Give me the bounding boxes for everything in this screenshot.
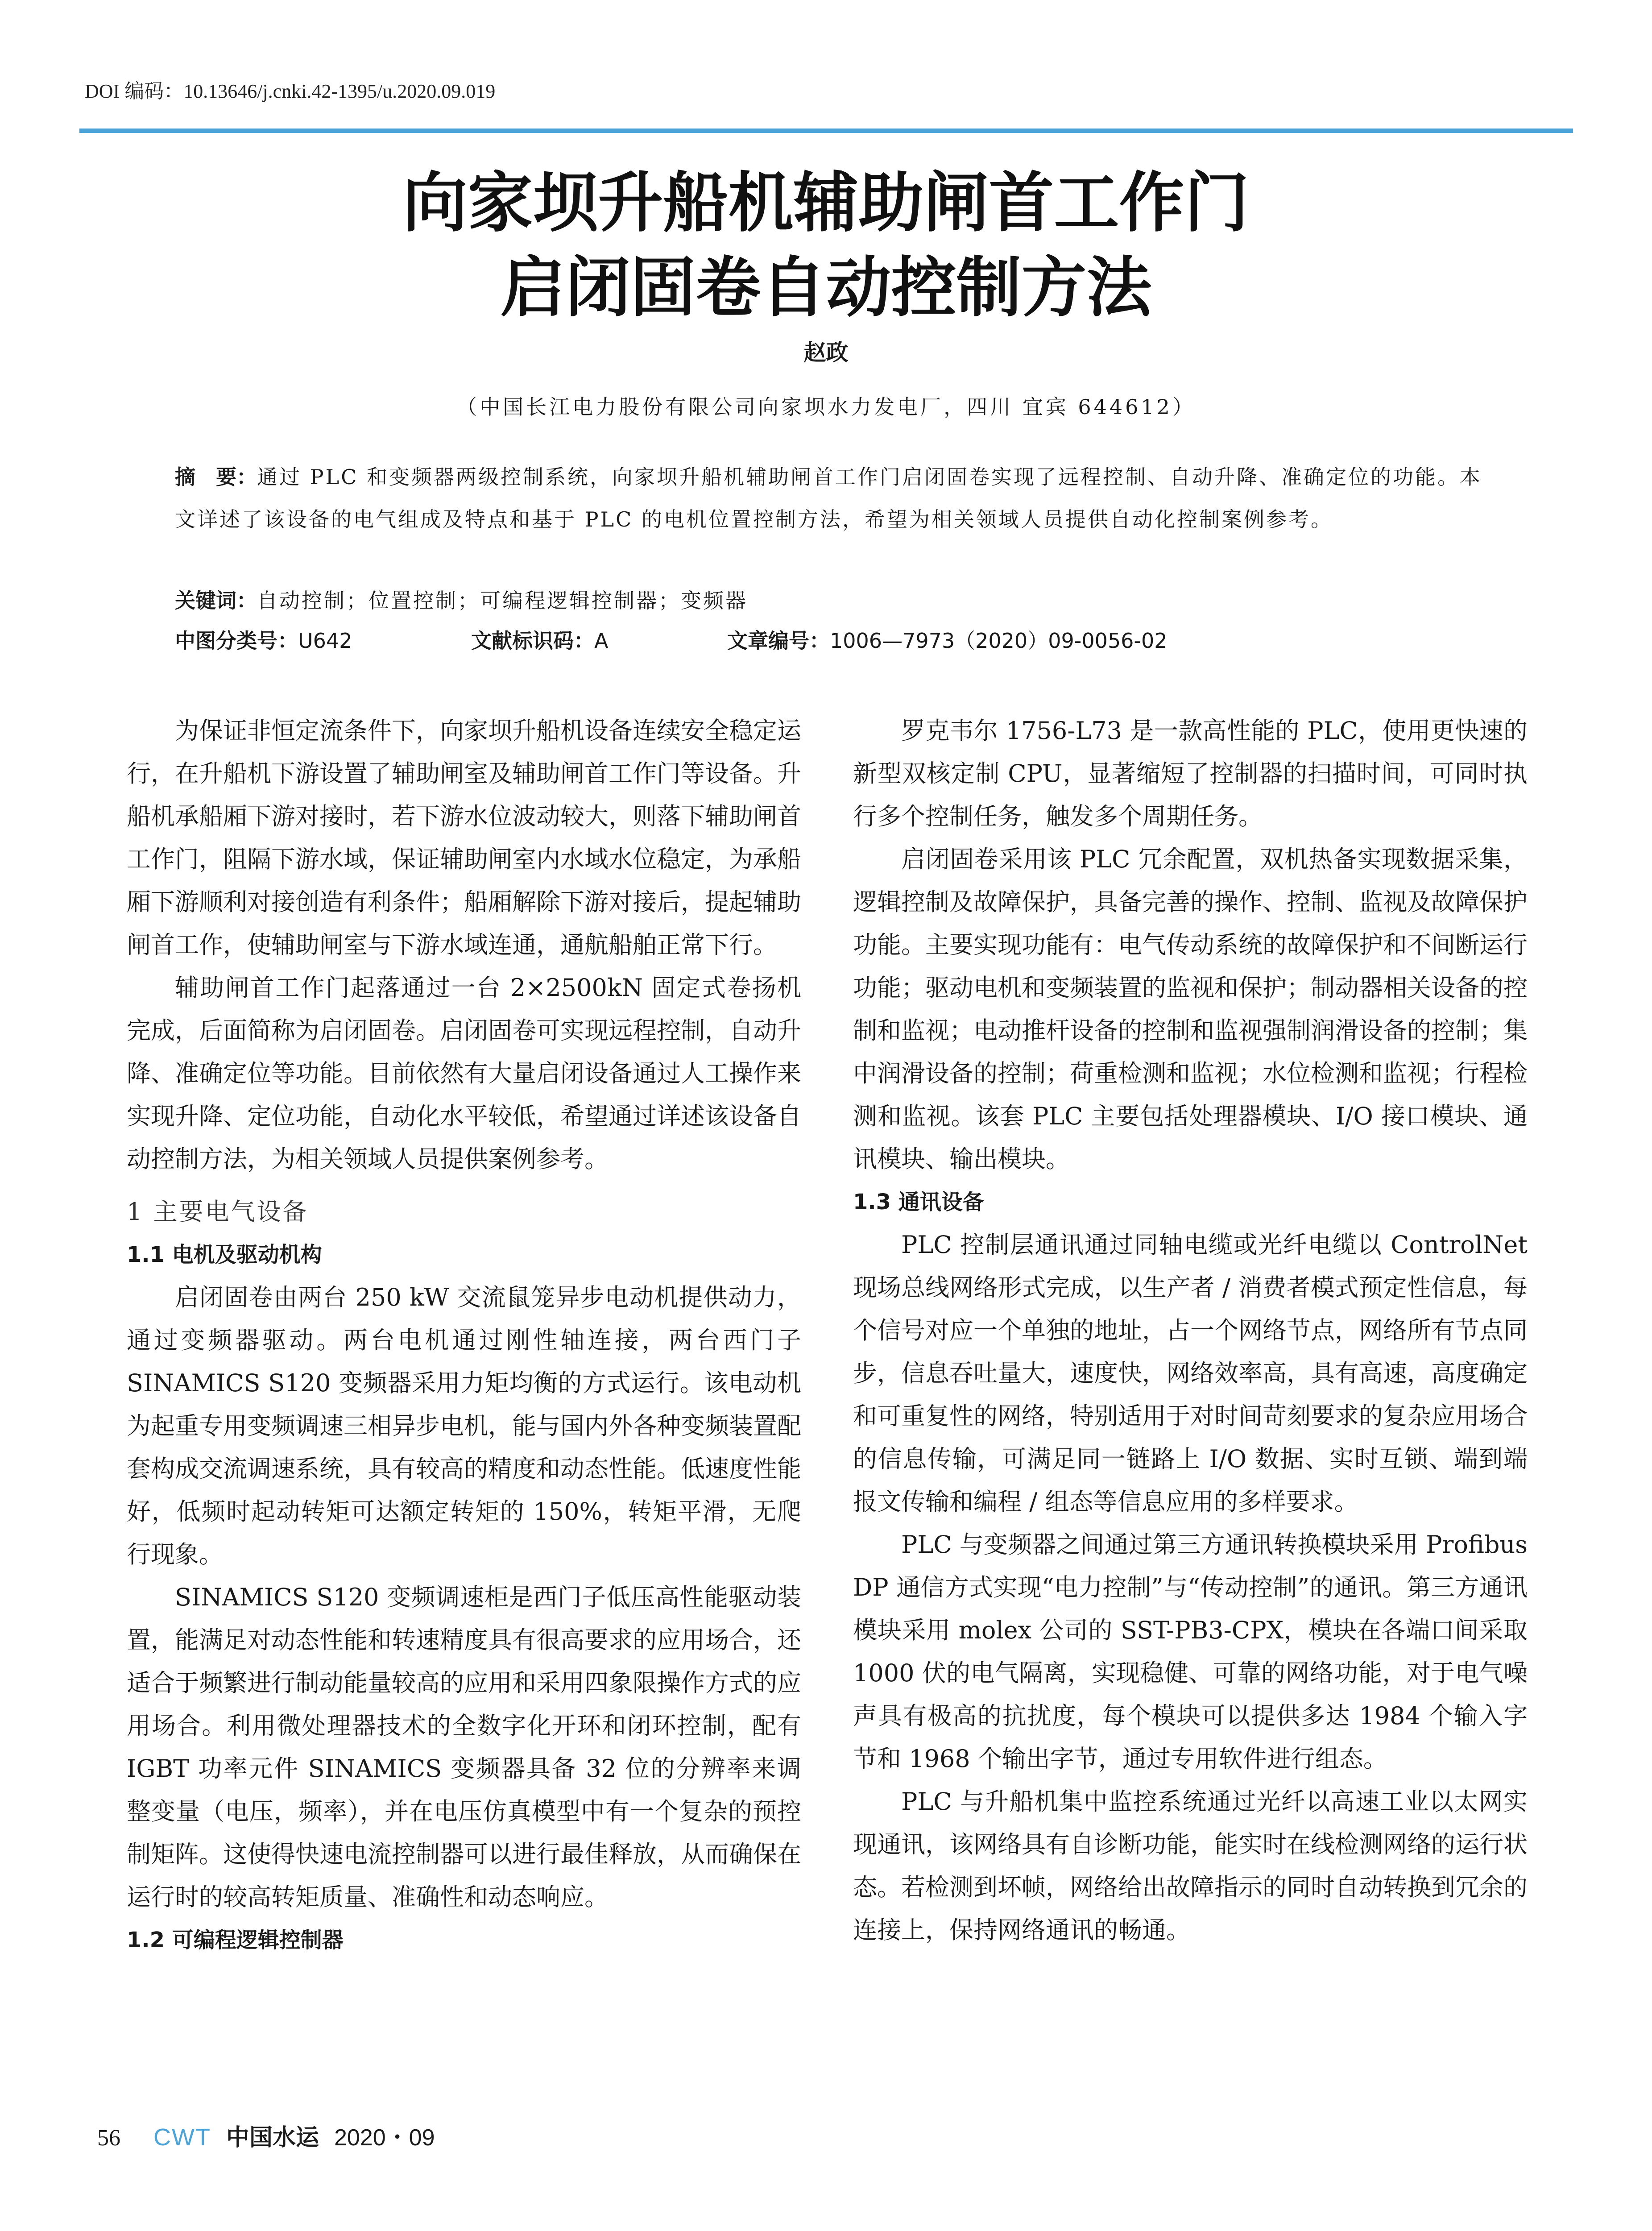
plc-paragraph-2: 启闭固卷采用该 PLC 冗余配置，双机热备实现数据采集，逻辑控制及故障保护，具备完善的操作、控制、监视及故障保护功能。主要实现功能有：电气传动系统的故障保护和不间断运行功能；驱动电机和变频装置的监视和保护；制动器相关设备的控制和监视；电动推杆设备的控制和监视强制润滑设备的控制；集中润滑设备的控制；荷重检测和监视；水位检测和监视；行程检测和监视。该套 PLC 主要包括处理器模块、I/O 接口模块、通讯模块、输出模块。 <box>853 845 1528 1173</box>
plc-paragraph-1: 罗克韦尔 1756-L73 是一款高性能的 PLC，使用更快速的新型双核定制 CPU，显著缩短了控制器的扫描时间，可同时执行多个控制任务，触发多个周期任务。 <box>853 717 1528 830</box>
article-title-line-1: 向家坝升船机辅助闸首工作门 <box>402 165 1250 241</box>
document-code <box>471 625 608 654</box>
article-title-line-2: 启闭固卷自动控制方法 <box>500 250 1152 326</box>
abstract <box>175 456 1486 541</box>
subsection-heading-1-2: 1.2 可编程逻辑控制器 <box>127 1928 344 1953</box>
comm-paragraph-1: PLC 控制层通讯通过同轴电缆或光纤电缆以 ControlNet 现场总线网络形式完成，以生产者 / 消费者模式预定性信息，每个信号对应一个单独的地址，占一个网络节点，网络所有节点同步，信息吞吐量大，速度快，网络效率高，具有高速，高度确定和可重复性的网络，特别适用于对时间苛刻要求的复杂应用场合的信息传输，可满足同一链路上 I/O 数据、实时互锁、端到端报文传输和编程 / 组态等信息应用的多样要求。 <box>853 1231 1528 1516</box>
journal-name: 中国水运 <box>226 2124 319 2151</box>
intro-paragraph-1: 为保证非恒定流条件下，向家坝升船机设备连续安全稳定运行，在升船机下游设置了辅助闸室及辅助闸首工作门等设备。升船机承船厢下游对接时，若下游水位波动较大，则落下辅助闸首工作门，阻隔下游水域，保证辅助闸室内水域水位稳定，为承船厢下游顺利对接创造有利条件；船厢解除下游对接后，提起辅助闸首工作，使辅助闸室与下游水域连通，通航船舶正常下行。 <box>127 717 801 959</box>
header-rule <box>79 129 1573 133</box>
abstract-label: 摘 要： <box>175 465 257 489</box>
section-heading-1: 1 主要电气设备 <box>127 1198 309 1226</box>
abstract-text: 通过 PLC 和变频器两级控制系统，向家坝升船机辅助闸首工作门启闭固卷实现了远程控制、自动升降、准确定位的功能。本文详述了该设备的电气组成及特点和基于 PLC 的电机位置控制方法，希望为相关领域人员提供自动化控制案例参考。 <box>175 465 1482 531</box>
page-number: 56 <box>97 2125 120 2151</box>
left-column <box>127 709 801 1961</box>
document-code-label: 文献标识码： <box>471 629 594 653</box>
subsection-heading-1-1: 1.1 电机及驱动机构 <box>127 1242 322 1267</box>
keywords-label: 关键词： <box>175 589 257 613</box>
inverter-paragraph: SINAMICS S120 变频调速柜是西门子低压高性能驱动装置，能满足对动态性能和转速精度具有很高要求的应用场合，还适合于频繁进行制动能量较高的应用和采用四象限操作方式的应用场合。利用微处理器技术的全数字化开环和闭环控制，配有 IGBT 功率元件 SINAMICS 变频器具备 32 位的分辨率来调整变量（电压，频率），并在电压仿真模型中有一个复杂的预控制矩阵。这使得快速电流控制器可以进行最佳释放，从而确保在运行时的较高转矩质量、准确性和动态响应。 <box>127 1583 801 1911</box>
doi-line: DOI 编码：10.13646/j.cnki.42-1395/u.2020.09.019 <box>85 80 496 102</box>
journal-issue: 2020・09 <box>334 2125 435 2151</box>
article-number-value: 1006—7973（2020）09-0056-02 <box>830 629 1168 653</box>
comm-paragraph-3: PLC 与升船机集中监控系统通过光纤以高速工业以太网实现通讯，该网络具有自诊断功能，能实时在线检测网络的运行状态。若检测到坏帧，网络给出故障指示的同时自动转换到冗余的连接上，保持网络通讯的畅通。 <box>853 1787 1528 1944</box>
author-name: 赵政 <box>803 340 849 365</box>
right-column <box>853 709 1528 1952</box>
document-code-value: A <box>594 629 609 653</box>
clc-number <box>175 625 352 654</box>
clc-value: U642 <box>298 629 352 653</box>
intro-paragraph-2: 辅助闸首工作门起落通过一台 2×2500kN 固定式卷扬机完成，后面简称为启闭固卷。启闭固卷可实现远程控制，自动升降、准确定位等功能。目前依然有大量启闭设备通过人工操作来实现升降、定位功能，自动化水平较低，希望通过详述该设备自动控制方法，为相关领域人员提供案例参考。 <box>127 974 801 1173</box>
subsection-heading-1-3: 1.3 通讯设备 <box>853 1190 984 1215</box>
article-number-label: 文章编号： <box>727 629 830 653</box>
comm-paragraph-2: PLC 与变频器之间通过第三方通讯转换模块采用 Profibus DP 通信方式实现“电力控制”与“传动控制”的通讯。第三方通讯模块采用 molex 公司的 SST-PB3-CPX，模块在各端口间采取 1000 伏的电气隔离，实现稳健、可靠的网络功能，对于电气噪声具有极高的抗扰度，每个模块可以提供多达 1984 个输入字节和 1968 个输出字节，通过专用软件进行组态。 <box>853 1530 1528 1773</box>
motor-paragraph: 启闭固卷由两台 250 kW 交流鼠笼异步电动机提供动力，通过变频器驱动。两台电机通过刚性轴连接，两台西门子 SINAMICS S120 变频器采用力矩均衡的方式运行。该电动机为起重专用变频调速三相异步电机，能与国内外各种变频装置配套构成交流调速系统，具有较高的精度和动态性能。低速度性能好，低频时起动转矩可达额定转矩的 150%，转矩平滑，无爬行现象。 <box>127 1283 801 1568</box>
page-footer <box>97 2119 435 2152</box>
keywords <box>175 585 748 614</box>
keywords-text: 自动控制；位置控制；可编程逻辑控制器；变频器 <box>257 589 748 613</box>
clc-label: 中图分类号： <box>175 629 298 653</box>
article-number <box>727 625 1168 654</box>
journal-brand-logo: CWT <box>153 2124 211 2151</box>
author-affiliation: （中国长江电力股份有限公司向家坝水力发电厂，四川 宜宾 644612） <box>456 395 1196 419</box>
